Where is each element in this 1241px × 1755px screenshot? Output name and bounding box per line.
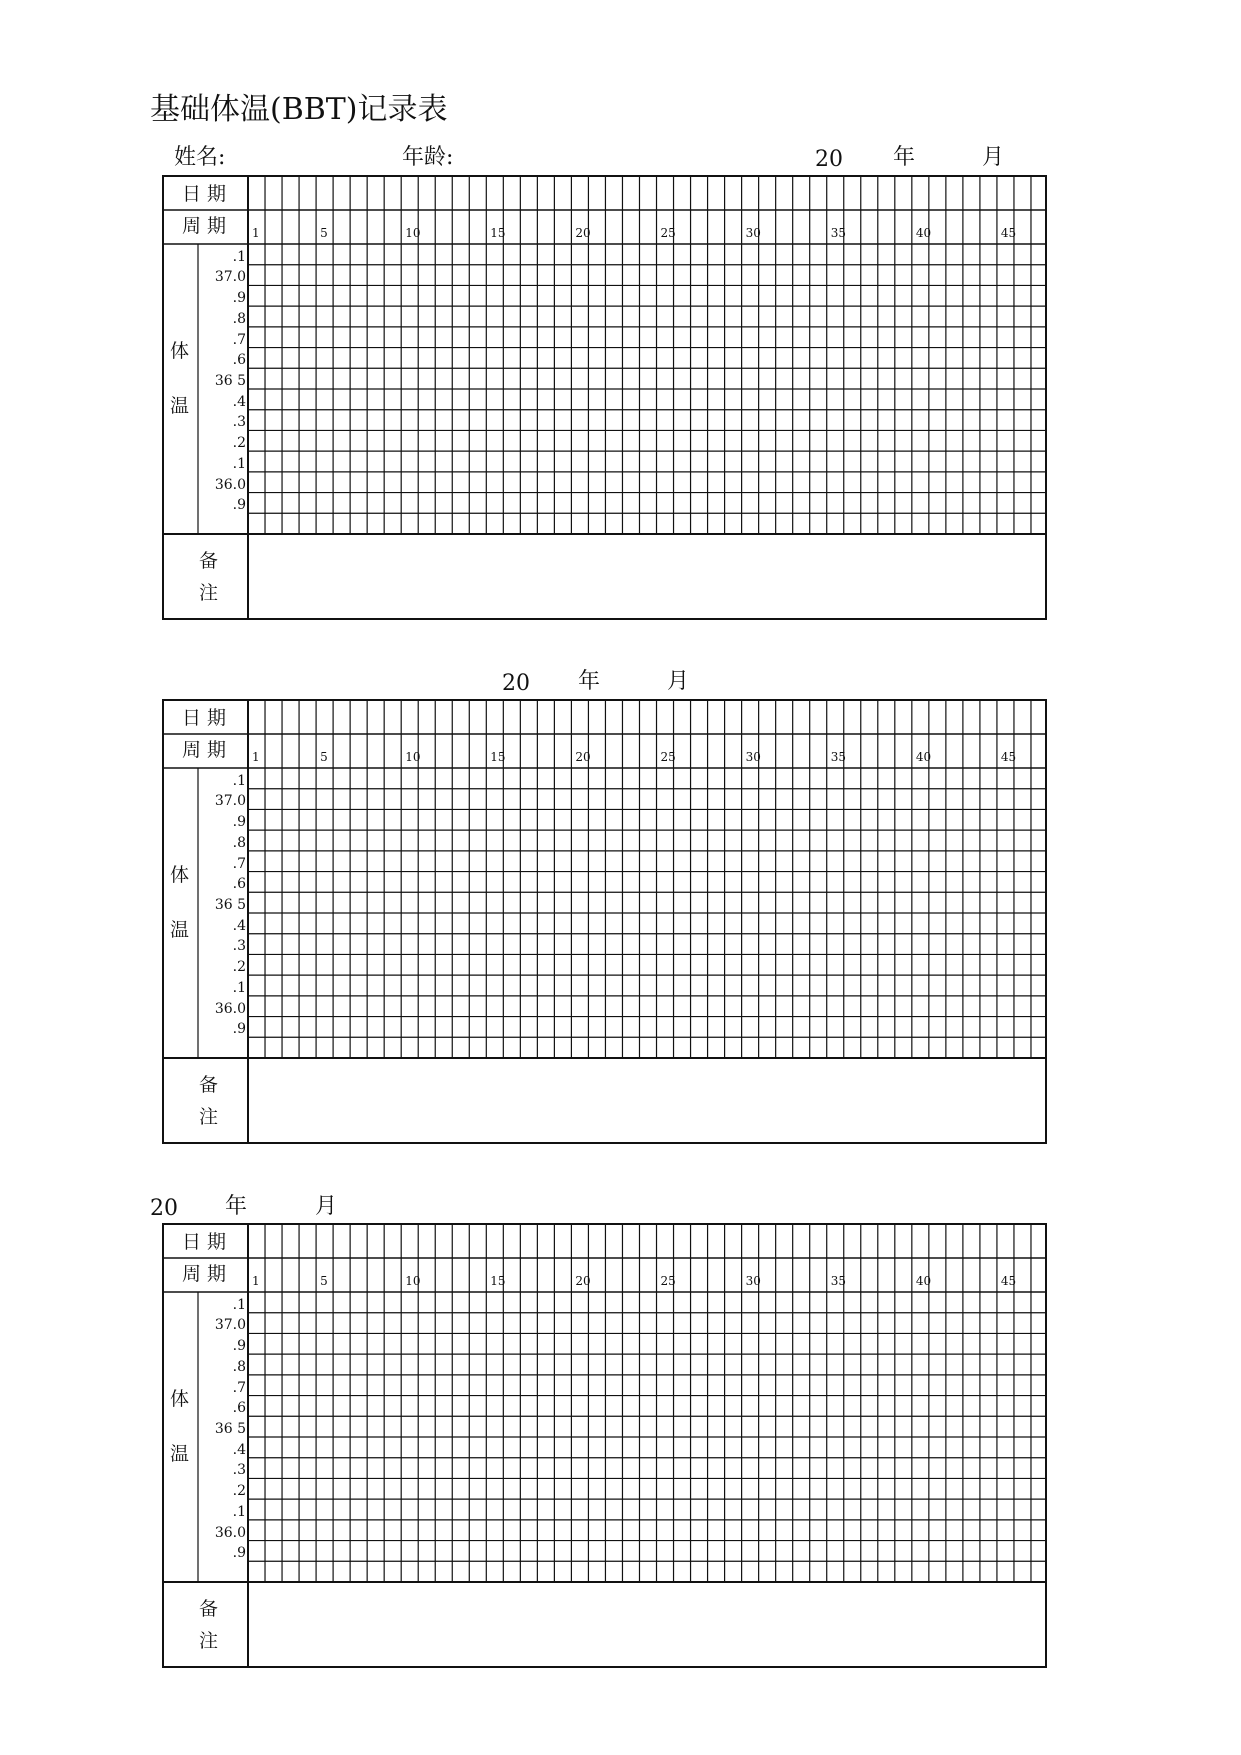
note-label-top: 备: [199, 1074, 219, 1096]
day-number-label: 5: [320, 750, 328, 764]
grid-lines: [164, 701, 1045, 1142]
temperature-tick-label: .8: [232, 310, 246, 327]
temperature-tick-label: .8: [232, 1358, 246, 1375]
temperature-tick-label: .1: [232, 772, 246, 789]
day-number-label: 25: [660, 226, 676, 240]
cycle-row-label: 周 期: [182, 1263, 227, 1285]
day-number-label: 20: [575, 750, 591, 764]
day-number-label: 30: [745, 226, 761, 240]
temperature-tick-label: .1: [232, 1503, 246, 1520]
temperature-tick-label: .6: [232, 876, 246, 893]
temperature-tick-label: .3: [232, 414, 246, 431]
temperature-tick-label: .9: [232, 814, 246, 831]
day-number-label: 20: [575, 1274, 591, 1288]
note-label-bottom: 注: [199, 1630, 219, 1652]
note-label-bottom: 注: [199, 582, 219, 604]
temperature-scale: [200, 701, 246, 1058]
block2-year-prefix: 20: [502, 671, 530, 696]
temperature-tick-label: .2: [232, 435, 246, 452]
bbt-chart-1: [162, 175, 1047, 620]
temperature-label-top: 体: [170, 1388, 190, 1410]
temperature-tick-label: .1: [232, 979, 246, 996]
temperature-tick-label: .9: [232, 497, 246, 514]
day-number-label: 45: [1000, 226, 1017, 240]
bbt-chart-3: [162, 1223, 1047, 1668]
note-label-top: 备: [199, 550, 219, 572]
day-number-label: 40: [915, 226, 932, 240]
day-number-label: 15: [490, 750, 506, 764]
day-number-label: 1: [252, 1274, 260, 1288]
temperature-tick-label: .3: [232, 1462, 246, 1479]
header-year-prefix: 20: [815, 147, 843, 172]
day-number-label: 45: [1000, 750, 1017, 764]
temperature-label-top: 体: [170, 864, 190, 886]
temperature-tick-label: .9: [232, 1545, 246, 1562]
grid-lines: [164, 177, 1045, 618]
temperature-tick-label: 36 5: [214, 373, 246, 389]
block3-year-label: 年: [225, 1194, 248, 1219]
temperature-label-top: 体: [170, 340, 190, 362]
block3-year-prefix: 20: [150, 1196, 178, 1221]
day-number-label: 10: [405, 226, 421, 240]
temperature-tick-label: .9: [232, 1338, 246, 1355]
day-number-label: 15: [490, 226, 506, 240]
temperature-tick-label: .1: [232, 1296, 246, 1313]
age-label: 年龄:: [402, 145, 454, 170]
day-number-label: 1: [252, 750, 260, 764]
bbt-chart-2: [162, 699, 1047, 1144]
day-number-label: 45: [1000, 1274, 1017, 1288]
day-number-label: 30: [745, 1274, 761, 1288]
block2-year-label: 年: [578, 669, 601, 694]
temperature-tick-label: 36 5: [214, 1421, 246, 1437]
day-number-label: 5: [320, 1274, 328, 1288]
day-number-label: 40: [915, 750, 932, 764]
cycle-row-label: 周 期: [182, 739, 227, 761]
temperature-tick-label: 36.0: [214, 1000, 246, 1017]
block2-month-label: 月: [667, 669, 690, 694]
temperature-label-bottom: 温: [170, 919, 190, 941]
header-month-label: 月: [982, 145, 1005, 170]
temperature-tick-label: .9: [232, 290, 246, 307]
date-row-label: 日 期: [182, 707, 227, 729]
temperature-tick-label: .1: [232, 248, 246, 265]
day-number-label: 35: [830, 750, 846, 764]
day-number-label: 15: [490, 1274, 506, 1288]
temperature-tick-label: 36 5: [214, 897, 246, 913]
day-number-label: 10: [405, 1274, 421, 1288]
temperature-tick-label: .7: [232, 331, 246, 348]
temperature-scale: [200, 177, 246, 534]
header-year-label: 年: [893, 145, 916, 170]
temperature-tick-label: .4: [232, 917, 246, 934]
name-label: 姓名:: [174, 145, 226, 170]
temperature-tick-label: .4: [232, 393, 246, 410]
temperature-label-bottom: 温: [170, 395, 190, 417]
temperature-tick-label: .3: [232, 938, 246, 955]
day-number-label: 1: [252, 226, 260, 240]
block3-month-label: 月: [315, 1194, 338, 1219]
temperature-tick-label: .4: [232, 1441, 246, 1458]
temperature-tick-label: 37.0: [214, 269, 246, 286]
temperature-tick-label: 36.0: [214, 1524, 246, 1541]
cycle-row-label: 周 期: [182, 215, 227, 237]
temperature-scale: [200, 1225, 246, 1582]
temperature-tick-label: .2: [232, 1483, 246, 1500]
temperature-label-bottom: 温: [170, 1443, 190, 1465]
date-row-label: 日 期: [182, 183, 227, 205]
day-number-label: 5: [320, 226, 328, 240]
temperature-tick-label: .8: [232, 834, 246, 851]
temperature-tick-label: .9: [232, 1021, 246, 1038]
temperature-tick-label: 37.0: [214, 1317, 246, 1334]
temperature-tick-label: .7: [232, 855, 246, 872]
note-label-top: 备: [199, 1598, 219, 1620]
day-number-label: 25: [660, 1274, 676, 1288]
day-number-label: 25: [660, 750, 676, 764]
day-number-label: 30: [745, 750, 761, 764]
day-number-label: 40: [915, 1274, 932, 1288]
temperature-tick-label: .6: [232, 1400, 246, 1417]
day-number-label: 35: [830, 1274, 846, 1288]
temperature-tick-label: .2: [232, 959, 246, 976]
date-row-label: 日 期: [182, 1231, 227, 1253]
grid-lines: [164, 1225, 1045, 1666]
note-label-bottom: 注: [199, 1106, 219, 1128]
temperature-tick-label: .7: [232, 1379, 246, 1396]
day-number-label: 10: [405, 750, 421, 764]
temperature-tick-label: .1: [232, 455, 246, 472]
temperature-tick-label: 36.0: [214, 476, 246, 493]
temperature-tick-label: 37.0: [214, 793, 246, 810]
day-number-label: 20: [575, 226, 591, 240]
temperature-tick-label: .6: [232, 352, 246, 369]
page-title: 基础体温(BBT)记录表: [150, 92, 448, 127]
day-number-label: 35: [830, 226, 846, 240]
